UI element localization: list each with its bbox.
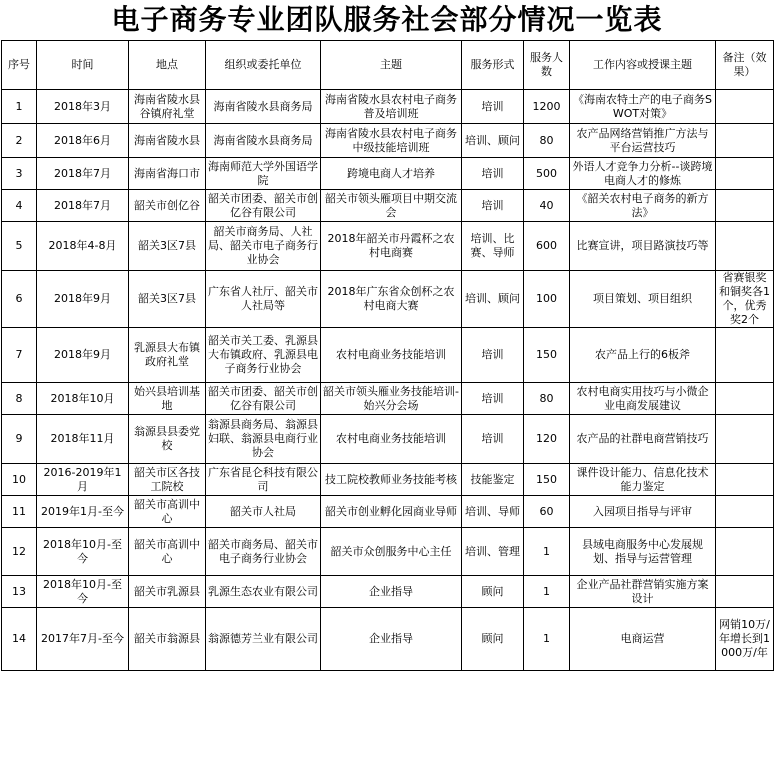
table-cell: 翁源县商务局、翁源县妇联、翁源县电商行业协会	[206, 415, 321, 464]
table-row	[2, 190, 774, 222]
table-cell: 海南省陵水县农村电子商务普及培训班	[321, 90, 462, 124]
table-cell: 150	[524, 328, 570, 383]
table-cell: 电商运营	[570, 608, 716, 671]
table-cell: 2018年6月	[37, 124, 129, 158]
table-cell: 韶关市团委、韶关市创亿谷有限公司	[206, 190, 321, 222]
column-header: 服务形式	[462, 41, 524, 90]
table-cell: 100	[524, 271, 570, 328]
table-cell: 韶关市团委、韶关市创亿谷有限公司	[206, 383, 321, 415]
table-cell: 海南师范大学外国语学院	[206, 158, 321, 190]
table-cell: 培训、顾问	[462, 271, 524, 328]
table-cell: 海南省海口市	[129, 158, 206, 190]
table-cell: 2018年广东省众创杯之农村电商大赛	[321, 271, 462, 328]
table-row	[2, 415, 774, 464]
table-cell: 韶关市乳源县	[129, 576, 206, 608]
table-cell: 韶关3区7县	[129, 271, 206, 328]
table-cell: 培训、顾问	[462, 124, 524, 158]
table-cell	[716, 576, 774, 608]
table-cell: 顾问	[462, 576, 524, 608]
table-cell: 5	[2, 222, 37, 271]
table-cell: 培训	[462, 190, 524, 222]
page-title: 电子商务专业团队服务社会部分情况一览表	[111, 3, 663, 36]
table-cell: 培训、导师	[462, 496, 524, 528]
column-header: 序号	[2, 41, 37, 90]
table-cell: 农产品的社群电商营销技巧	[570, 415, 716, 464]
column-header: 组织或委托单位	[206, 41, 321, 90]
table-cell: 150	[524, 464, 570, 496]
table-cell: 韶关3区7县	[129, 222, 206, 271]
column-header: 备注（效果）	[716, 41, 774, 90]
column-header: 服务人数	[524, 41, 570, 90]
table-cell: 40	[524, 190, 570, 222]
table-cell: 培训	[462, 415, 524, 464]
table-cell: 比赛宣讲，项目路演技巧等	[570, 222, 716, 271]
table-cell	[716, 124, 774, 158]
table-cell: 技工院校教师业务技能考核	[321, 464, 462, 496]
table-cell: 2018年7月	[37, 158, 129, 190]
table-cell: 2018年7月	[37, 190, 129, 222]
table-cell: 1	[524, 576, 570, 608]
table-row	[2, 158, 774, 190]
table-cell: 韶关市商务局、韶关市电子商务行业协会	[206, 528, 321, 576]
table-cell: 10	[2, 464, 37, 496]
table-cell: 《韶关农村电子商务的新方法》	[570, 190, 716, 222]
table-cell: 4	[2, 190, 37, 222]
table-cell: 2019年1月-至今	[37, 496, 129, 528]
table-cell: 6	[2, 271, 37, 328]
table-cell: 韶关市翁源县	[129, 608, 206, 671]
table-cell: 2018年韶关市丹霞杯之农村电商赛	[321, 222, 462, 271]
table-cell: 海南省陵水县商务局	[206, 90, 321, 124]
table-cell: 培训、比赛、导师	[462, 222, 524, 271]
table-cell: 2	[2, 124, 37, 158]
table-cell: 韶关市高训中心	[129, 496, 206, 528]
table-cell: 顾问	[462, 608, 524, 671]
table-cell: 韶关市创亿谷	[129, 190, 206, 222]
table-cell: 海南省陵水县商务局	[206, 124, 321, 158]
table-row	[2, 464, 774, 496]
table-cell: 县域电商服务中心发展规划、指导与运营管理	[570, 528, 716, 576]
table-cell: 1	[2, 90, 37, 124]
table-cell: 韶关市众创服务中心主任	[321, 528, 462, 576]
table-cell: 农村电商实用技巧与小微企业电商发展建议	[570, 383, 716, 415]
table-row	[2, 528, 774, 576]
table-cell	[716, 464, 774, 496]
table-cell: 农村电商业务技能培训	[321, 328, 462, 383]
table-row	[2, 576, 774, 608]
table-row	[2, 328, 774, 383]
column-header: 时间	[37, 41, 129, 90]
table-cell: 农产品上行的6板斧	[570, 328, 716, 383]
table-cell: 8	[2, 383, 37, 415]
table-cell: 2016-2019年1月	[37, 464, 129, 496]
table-cell: 韶关市创业孵化园商业导师	[321, 496, 462, 528]
table-cell: 2018年3月	[37, 90, 129, 124]
table-cell: 12	[2, 528, 37, 576]
table-cell	[716, 328, 774, 383]
table-cell: 培训、管理	[462, 528, 524, 576]
table-cell	[716, 158, 774, 190]
table-cell: 农产品网络营销推广方法与平台运营技巧	[570, 124, 716, 158]
table-cell: 11	[2, 496, 37, 528]
table-row	[2, 496, 774, 528]
table-cell: 韶关市关工委、乳源县大布镇政府、乳源县电子商务行业协会	[206, 328, 321, 383]
table-row	[2, 608, 774, 671]
table-row	[2, 90, 774, 124]
table-cell	[716, 496, 774, 528]
table-cell: 2018年10月	[37, 383, 129, 415]
table-row	[2, 271, 774, 328]
table-cell: 韶关市领头雁业务技能培训-始兴分会场	[321, 383, 462, 415]
table-cell: 课件设计能力、信息化技术能力鉴定	[570, 464, 716, 496]
table-cell: 项目策划、项目组织	[570, 271, 716, 328]
table-cell: 培训	[462, 158, 524, 190]
table-cell: 80	[524, 383, 570, 415]
table-cell: 韶关市人社局	[206, 496, 321, 528]
table-cell	[716, 415, 774, 464]
table-cell	[716, 222, 774, 271]
column-header: 工作内容或授课主题	[570, 41, 716, 90]
table-cell: 网销10万/年增长到1000万/年	[716, 608, 774, 671]
table-cell: 乳源县大布镇政府礼堂	[129, 328, 206, 383]
table-row	[2, 222, 774, 271]
table-cell: 14	[2, 608, 37, 671]
table-cell: 1200	[524, 90, 570, 124]
table-cell: 2017年7月-至今	[37, 608, 129, 671]
table-cell: 培训	[462, 90, 524, 124]
table-cell: 技能鉴定	[462, 464, 524, 496]
table-row	[2, 124, 774, 158]
table-cell: 省赛银奖和铜奖各1个，优秀奖2个	[716, 271, 774, 328]
table-cell: 企业指导	[321, 576, 462, 608]
table-cell: 企业指导	[321, 608, 462, 671]
table-cell: 2018年9月	[37, 328, 129, 383]
table-cell: 培训	[462, 383, 524, 415]
table-cell: 海南省陵水县谷镇府礼堂	[129, 90, 206, 124]
table-cell: 翁源德芳兰业有限公司	[206, 608, 321, 671]
table-cell: 跨境电商人才培养	[321, 158, 462, 190]
table-cell: 外语人才竞争力分析--谈跨境电商人才的修炼	[570, 158, 716, 190]
table-cell	[716, 528, 774, 576]
table-cell: 乳源生态农业有限公司	[206, 576, 321, 608]
table-cell: 2018年10月-至今	[37, 528, 129, 576]
table-cell: 3	[2, 158, 37, 190]
table-cell: 企业产品社群营销实施方案设计	[570, 576, 716, 608]
table-cell: 农村电商业务技能培训	[321, 415, 462, 464]
table-cell: 始兴县培训基地	[129, 383, 206, 415]
table-cell: 600	[524, 222, 570, 271]
table-cell: 韶关市高训中心	[129, 528, 206, 576]
header-row	[2, 41, 774, 90]
table-cell	[716, 190, 774, 222]
table-row	[2, 383, 774, 415]
table-cell: 2018年11月	[37, 415, 129, 464]
table-cell: 1	[524, 528, 570, 576]
table-cell: 入园项目指导与评审	[570, 496, 716, 528]
table-cell: 9	[2, 415, 37, 464]
column-header: 地点	[129, 41, 206, 90]
table-cell: 培训	[462, 328, 524, 383]
table-cell: 韶关市商务局、人社局、韶关市电子商务行业协会	[206, 222, 321, 271]
table-cell: 13	[2, 576, 37, 608]
table-cell: 2018年4-8月	[37, 222, 129, 271]
table-cell: 80	[524, 124, 570, 158]
table-cell: 广东省昆仑科技有限公司	[206, 464, 321, 496]
table-cell: 韶关市区各技工院校	[129, 464, 206, 496]
table-cell: 韶关市领头雁项目中期交流会	[321, 190, 462, 222]
table-cell: 60	[524, 496, 570, 528]
table-cell	[716, 383, 774, 415]
table-cell: 海南省陵水县农村电子商务中级技能培训班	[321, 124, 462, 158]
table-cell: 海南省陵水县	[129, 124, 206, 158]
service-table	[1, 40, 774, 671]
table-cell: 《海南农特土产的电子商务SWOT对策》	[570, 90, 716, 124]
table-cell: 1	[524, 608, 570, 671]
table-cell: 7	[2, 328, 37, 383]
table-cell: 2018年9月	[37, 271, 129, 328]
table-cell: 2018年10月-至今	[37, 576, 129, 608]
table-cell	[716, 90, 774, 124]
table-cell: 120	[524, 415, 570, 464]
table-cell: 翁源县县委党校	[129, 415, 206, 464]
table-cell: 500	[524, 158, 570, 190]
table-cell: 广东省人社厅、韶关市人社局等	[206, 271, 321, 328]
column-header: 主题	[321, 41, 462, 90]
